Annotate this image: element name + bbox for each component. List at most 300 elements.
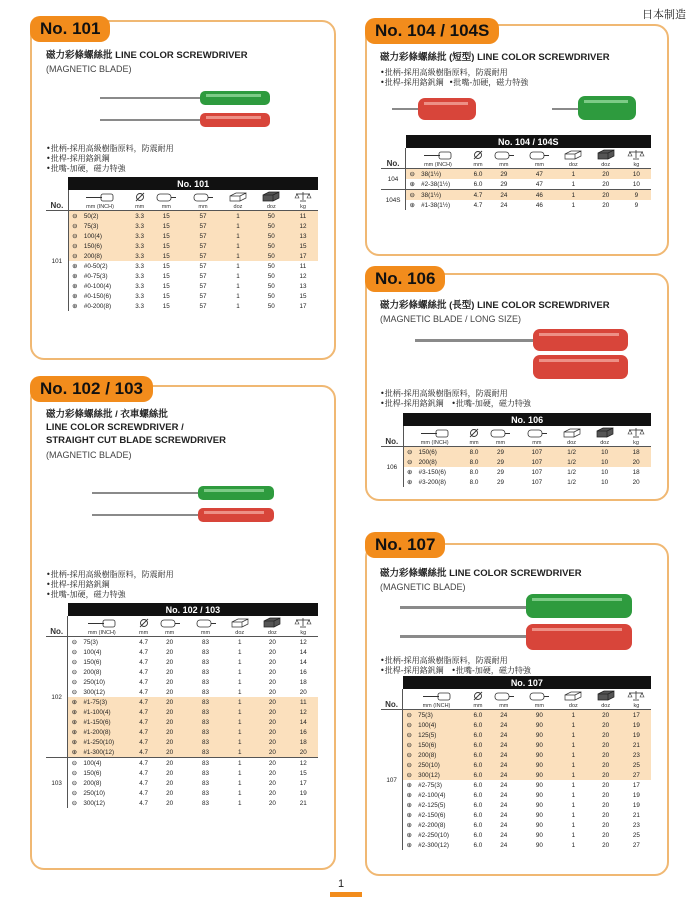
diameter-icon — [470, 691, 486, 703]
cell-dz: 1 — [237, 638, 242, 646]
cell-c: 50 — [267, 292, 275, 300]
cell-dz: 1 — [571, 811, 576, 819]
diameter-icon — [466, 428, 483, 440]
cell-l: 46 — [535, 201, 543, 209]
column-header — [289, 616, 318, 637]
cell-c: 20 — [590, 190, 622, 201]
column-header — [590, 148, 622, 169]
cell-h: 24 — [500, 791, 508, 799]
cell-l: 107 — [519, 447, 555, 458]
phillips-tip-icon: ⊕ — [406, 811, 412, 819]
cell-kg: 12 — [299, 272, 307, 280]
features-106: •批柄-採用高級樹脂原料，防震耐用 •批桿-採用鉻釩鋼 •批嘴-加硬，磁力特強 — [380, 389, 531, 408]
spec-table-102-103 — [46, 603, 318, 808]
cell-h: 24 — [486, 710, 522, 721]
cell-l: 90 — [522, 710, 558, 721]
cell-d: 6.0 — [470, 169, 486, 180]
cell-dz: 1 — [221, 251, 254, 261]
cell-d: 4.7 — [135, 717, 151, 727]
cell-l: 90 — [535, 781, 543, 789]
cell-kg: 21 — [622, 740, 651, 750]
cell-kg: 18 — [289, 737, 318, 747]
table-row — [381, 179, 651, 190]
cell-kg: 15 — [288, 241, 318, 251]
cell-h: 15 — [162, 262, 170, 270]
cell-kg: 10 — [632, 180, 640, 188]
cell-kg: 20 — [621, 457, 651, 467]
screwdriver-image-102 — [92, 484, 282, 530]
slotted-tip-icon: ⊖ — [71, 688, 77, 696]
box-icon — [223, 618, 256, 630]
cell-l: 47 — [522, 169, 558, 180]
unit-label: mm — [200, 630, 211, 636]
cell-l: 83 — [202, 668, 210, 676]
column-header — [555, 426, 588, 447]
column-header-no: No. — [381, 426, 403, 447]
cell-s: 150(6) — [81, 241, 132, 251]
cell-kg: 20 — [299, 688, 307, 696]
slotted-tip-icon: ⊖ — [68, 221, 81, 231]
cell-c: 10 — [588, 457, 621, 467]
cell-kg: 18 — [621, 447, 651, 458]
cell-h: 24 — [500, 841, 508, 849]
cell-l: 83 — [202, 648, 210, 656]
cell-s: 50(2) — [81, 211, 132, 222]
badge-102-103: No. 102 / 103 — [30, 376, 153, 402]
cell-h: 24 — [500, 811, 508, 819]
cell-d: 4.7 — [139, 658, 148, 666]
cell-h: 15 — [162, 292, 170, 300]
cell-h: 20 — [152, 727, 188, 737]
table-row — [46, 737, 318, 747]
cell-s: 300(12) — [415, 770, 470, 780]
cell-d: 4.7 — [470, 190, 486, 201]
unit-label: mm (INCH) — [422, 703, 451, 709]
unit-label: kg — [633, 162, 640, 168]
cell-kg: 25 — [632, 831, 640, 839]
cell-kg: 19 — [632, 801, 640, 809]
unit-label: mm (INCH) — [424, 162, 452, 168]
column-header — [519, 426, 555, 447]
unit-label: kg — [633, 440, 639, 446]
cell-h: 15 — [162, 272, 170, 280]
scale-icon — [622, 149, 651, 162]
cell-l: 83 — [202, 658, 210, 666]
cell-kg: 14 — [299, 648, 307, 656]
page-number-bar — [330, 892, 362, 897]
cell-h: 29 — [482, 447, 518, 458]
cell-d: 6.0 — [473, 180, 483, 188]
cell-d: 6.0 — [473, 831, 483, 839]
cell-kg: 16 — [289, 727, 318, 737]
cell-l: 57 — [199, 272, 207, 280]
cell-dz: 1 — [237, 789, 242, 797]
cell-d: 6.0 — [470, 750, 486, 760]
cell-kg: 17 — [299, 779, 307, 787]
cell-l: 90 — [522, 740, 558, 750]
table-row — [46, 281, 318, 291]
title-104: 磁力彩條螺絲批 (短型) LINE COLOR SCREWDRIVER — [380, 52, 610, 63]
cell-c: 20 — [590, 770, 622, 780]
cell-c: 20 — [590, 740, 622, 750]
table-title: No. 102 / 103 — [68, 603, 318, 616]
cell-s: 150(6) — [415, 740, 470, 750]
cell-dz: 1 — [236, 282, 240, 290]
column-header — [406, 148, 470, 169]
phillips-tip-icon: ⊕ — [406, 831, 412, 839]
phillips-tip-icon: ⊕ — [406, 801, 412, 809]
cell-h: 24 — [500, 801, 508, 809]
column-header — [621, 426, 651, 447]
table-row — [46, 301, 318, 311]
table-row — [46, 687, 318, 697]
cell-l: 83 — [202, 769, 210, 777]
cell-c: 20 — [256, 758, 289, 769]
cell-h: 24 — [486, 720, 522, 730]
table-row — [381, 820, 651, 830]
cell-s: #0-50(2) — [83, 262, 108, 270]
table-row — [381, 710, 651, 721]
cell-d: 6.0 — [473, 811, 483, 819]
screwdriver-image-107 — [400, 592, 636, 658]
diameter-icon — [135, 618, 151, 630]
cell-d: 3.3 — [135, 292, 145, 300]
cell-kg: 12 — [289, 707, 318, 717]
cell-d: 3.3 — [131, 231, 148, 241]
group-label: 101 — [46, 211, 68, 312]
subtitle-106: (MAGNETIC BLADE / LONG SIZE) — [380, 314, 522, 324]
cell-s: 200(8) — [415, 750, 470, 760]
cell-kg: 21 — [632, 811, 640, 819]
cell-d: 4.7 — [135, 697, 151, 707]
cell-c: 20 — [268, 658, 276, 666]
cell-dz: 1 — [237, 678, 242, 686]
cell-l: 57 — [185, 241, 222, 251]
column-header — [131, 190, 148, 211]
unit-label: mm — [473, 703, 483, 709]
cell-dz: 1 — [223, 707, 256, 717]
table-row — [46, 747, 318, 758]
cell-dz: 1 — [571, 831, 576, 839]
cell-d: 4.7 — [135, 727, 151, 737]
cell-s: 300(12) — [83, 799, 106, 807]
slotted-tip-icon: ⊖ — [403, 730, 416, 740]
screwdriver-length-icon — [403, 692, 470, 703]
cell-c: 20 — [256, 697, 289, 707]
group-label: 103 — [46, 758, 68, 809]
cell-dz: 1/2 — [567, 468, 576, 476]
phillips-tip-icon: ⊕ — [406, 841, 412, 849]
cell-l: 83 — [202, 678, 210, 686]
slotted-tip-icon: ⊖ — [71, 658, 77, 666]
screwdriver-image-106 — [415, 325, 635, 387]
table-row — [46, 697, 318, 707]
carton-icon — [255, 191, 288, 204]
subtitle-107: (MAGNETIC BLADE) — [380, 582, 466, 592]
cell-s: #2-125(5) — [418, 801, 446, 809]
cell-kg: 15 — [299, 769, 307, 777]
features-101: •批柄-採用高級樹脂原料，防震耐用 •批桿-採用鉻釩鋼 •批嘴-加硬，磁力特強 — [46, 144, 174, 173]
phillips-tip-icon: ⊕ — [72, 282, 78, 290]
cell-c: 20 — [268, 779, 276, 787]
cell-s: #0-150(6) — [83, 292, 112, 300]
cell-c: 20 — [256, 717, 289, 727]
screwdriver-length-icon — [406, 151, 470, 162]
cell-dz: 1 — [223, 747, 256, 758]
cell-dz: 1/2 — [555, 457, 588, 467]
cell-kg: 11 — [289, 697, 318, 707]
cell-d: 6.0 — [470, 720, 486, 730]
cell-dz: 1 — [237, 688, 242, 696]
phillips-tip-icon: ⊕ — [68, 737, 81, 747]
unit-label: mm — [138, 630, 149, 636]
column-header — [188, 616, 224, 637]
cell-c: 20 — [256, 707, 289, 717]
column-header — [470, 148, 486, 169]
cell-c: 20 — [590, 720, 622, 730]
cell-h: 20 — [152, 707, 188, 717]
table-row — [381, 810, 651, 820]
phillips-tip-icon: ⊕ — [68, 697, 81, 707]
title-102-3: STRAIGHT CUT BLADE SCREWDRIVER — [46, 435, 226, 446]
cell-d: 8.0 — [466, 457, 483, 467]
column-header — [590, 689, 622, 710]
unit-label: mm — [532, 440, 542, 446]
badge-101: No. 101 — [30, 16, 110, 42]
cell-d: 6.0 — [470, 740, 486, 750]
table-row — [381, 830, 651, 840]
group-label: 106 — [381, 447, 403, 488]
cell-h: 20 — [166, 638, 174, 646]
table-row — [381, 190, 651, 201]
cell-l: 90 — [522, 760, 558, 770]
cell-c: 20 — [268, 668, 276, 676]
cell-s: #1-250(10) — [80, 737, 135, 747]
table-row — [381, 447, 651, 458]
unit-label: mm — [499, 162, 509, 168]
box-icon — [555, 428, 588, 440]
table-row — [46, 211, 318, 222]
column-header — [622, 148, 651, 169]
cell-d: 8.0 — [466, 447, 483, 458]
cell-kg: 11 — [288, 211, 318, 222]
cell-h: 20 — [152, 758, 188, 769]
cell-c: 50 — [267, 282, 275, 290]
cell-h: 24 — [486, 760, 522, 770]
cell-c: 10 — [601, 478, 609, 486]
cell-l: 83 — [188, 707, 224, 717]
cell-kg: 11 — [299, 262, 307, 270]
column-header — [557, 689, 589, 710]
cell-l: 90 — [522, 750, 558, 760]
table-title: No. 104 / 104S — [406, 135, 651, 148]
cell-kg: 21 — [299, 799, 307, 807]
slotted-tip-icon: ⊖ — [403, 710, 416, 721]
cell-l: 57 — [185, 231, 222, 241]
cell-l: 83 — [202, 638, 210, 646]
spec-table-106 — [381, 413, 651, 487]
cell-s: #2-150(6) — [418, 811, 446, 819]
cell-c: 20 — [268, 638, 276, 646]
cell-dz: 1 — [221, 241, 254, 251]
cell-s: 200(8) — [83, 779, 102, 787]
cell-dz: 1 — [223, 737, 256, 747]
phillips-tip-icon: ⊕ — [406, 821, 412, 829]
unit-label: doz — [267, 630, 277, 636]
cell-dz: 1 — [557, 750, 589, 760]
column-header — [557, 148, 589, 169]
table-row — [381, 730, 651, 740]
cell-kg: 15 — [299, 292, 307, 300]
phillips-tip-icon: ⊕ — [406, 781, 412, 789]
cell-d: 3.3 — [131, 251, 148, 261]
cell-dz: 1/2 — [567, 478, 576, 486]
unit-label: doz — [568, 703, 578, 709]
cell-dz: 1 — [571, 821, 576, 829]
slotted-tip-icon: ⊖ — [68, 231, 81, 241]
table-row — [46, 717, 318, 727]
cell-h: 20 — [152, 737, 188, 747]
column-header — [185, 190, 222, 211]
cell-s: 250(10) — [83, 789, 106, 797]
cell-kg: 14 — [299, 658, 307, 666]
phillips-tip-icon: ⊕ — [68, 707, 81, 717]
cell-s: 75(3) — [81, 221, 132, 231]
cell-c: 20 — [256, 737, 289, 747]
cell-dz: 1 — [557, 710, 589, 721]
column-header — [255, 190, 288, 211]
cell-c: 20 — [602, 821, 610, 829]
cell-dz: 1 — [223, 697, 256, 707]
group-label: 102 — [46, 637, 68, 758]
column-header — [135, 616, 151, 637]
cell-l: 90 — [535, 841, 543, 849]
cell-d: 6.0 — [473, 801, 483, 809]
cell-c: 20 — [602, 201, 610, 209]
cell-d: 4.7 — [139, 678, 148, 686]
table-row — [46, 241, 318, 251]
column-header — [403, 426, 466, 447]
cell-l: 57 — [199, 292, 207, 300]
unit-label: mm (INCH) — [420, 440, 449, 446]
cell-d: 4.7 — [135, 747, 151, 758]
column-header — [152, 616, 188, 637]
unit-label: kg — [633, 703, 640, 709]
column-header — [522, 689, 558, 710]
cell-s: 200(8) — [83, 668, 102, 676]
title-101: 磁力彩條螺絲批 LINE COLOR SCREWDRIVER — [46, 50, 248, 61]
cell-kg: 17 — [299, 302, 307, 310]
cell-d: 3.3 — [135, 282, 145, 290]
cell-h: 15 — [148, 241, 185, 251]
cell-d: 6.0 — [470, 760, 486, 770]
column-header — [148, 190, 185, 211]
cell-s: 150(6) — [83, 658, 102, 666]
table-row — [381, 200, 651, 210]
cell-dz: 1 — [221, 221, 254, 231]
table-row — [46, 657, 318, 667]
slotted-tip-icon: ⊖ — [406, 169, 419, 180]
scale-icon — [289, 617, 318, 630]
unit-label: mm — [165, 630, 175, 636]
column-header — [256, 616, 289, 637]
cell-dz: 1 — [571, 791, 576, 799]
cell-s: 100(4) — [83, 648, 102, 656]
cell-s: #2-38(1½) — [421, 180, 451, 188]
cell-h: 20 — [166, 779, 174, 787]
unit-label: mm — [161, 204, 171, 210]
cell-s: #1-38(1½) — [421, 201, 451, 209]
phillips-tip-icon: ⊕ — [409, 180, 415, 188]
group-label: 107 — [381, 710, 403, 851]
unit-label: doz — [233, 204, 243, 210]
cell-d: 6.0 — [470, 770, 486, 780]
cell-l: 57 — [185, 211, 222, 222]
column-header — [223, 616, 256, 637]
slotted-tip-icon: ⊖ — [71, 638, 77, 646]
cell-dz: 1 — [557, 190, 589, 201]
cell-kg: 19 — [622, 730, 651, 740]
cell-kg: 19 — [632, 791, 640, 799]
unit-label: doz — [600, 440, 610, 446]
cell-s: #0-200(8) — [83, 302, 112, 310]
cell-l: 83 — [188, 697, 224, 707]
cell-s: #0-75(3) — [83, 272, 108, 280]
cell-s: 38(1½) — [418, 190, 470, 201]
slotted-tip-icon: ⊖ — [71, 799, 77, 807]
unit-label: mm — [534, 162, 544, 168]
cell-dz: 1 — [221, 231, 254, 241]
slotted-tip-icon: ⊖ — [403, 740, 416, 750]
cell-kg: 23 — [632, 821, 640, 829]
badge-107: No. 107 — [365, 532, 445, 558]
slotted-tip-icon: ⊖ — [403, 750, 416, 760]
cell-d: 6.0 — [473, 791, 483, 799]
handle-icon — [522, 692, 558, 703]
table-row — [381, 750, 651, 760]
cell-kg: 13 — [299, 282, 307, 290]
table-row — [46, 637, 318, 648]
cell-c: 20 — [590, 750, 622, 760]
diameter-icon — [470, 150, 486, 162]
cell-c: 20 — [590, 730, 622, 740]
phillips-tip-icon: ⊕ — [72, 292, 78, 300]
cell-c: 20 — [602, 781, 610, 789]
unit-label: mm — [534, 703, 544, 709]
cell-d: 8.0 — [469, 478, 479, 486]
handle-icon — [486, 151, 522, 162]
cell-h: 20 — [152, 717, 188, 727]
cell-dz: 1 — [237, 658, 242, 666]
box-icon — [221, 192, 254, 204]
cell-l: 90 — [535, 821, 543, 829]
cell-s: #1-200(8) — [80, 727, 135, 737]
column-header — [588, 426, 621, 447]
handle-icon — [486, 692, 522, 703]
title-107: 磁力彩條螺絲批 LINE COLOR SCREWDRIVER — [380, 568, 582, 579]
cell-d: 3.3 — [135, 272, 145, 280]
carton-icon — [588, 427, 621, 440]
carton-icon — [256, 617, 289, 630]
screwdriver-image-101 — [100, 87, 280, 137]
cell-h: 24 — [500, 831, 508, 839]
table-title: No. 106 — [403, 413, 651, 426]
cell-kg: 12 — [299, 638, 307, 646]
cell-kg: 27 — [622, 770, 651, 780]
unit-label: doz — [568, 162, 578, 168]
cell-l: 57 — [185, 221, 222, 231]
features-104: •批柄-採用高級樹脂原料，防震耐用 •批桿-採用鉻釩鋼 •批嘴-加硬，磁力特強 — [380, 68, 529, 87]
